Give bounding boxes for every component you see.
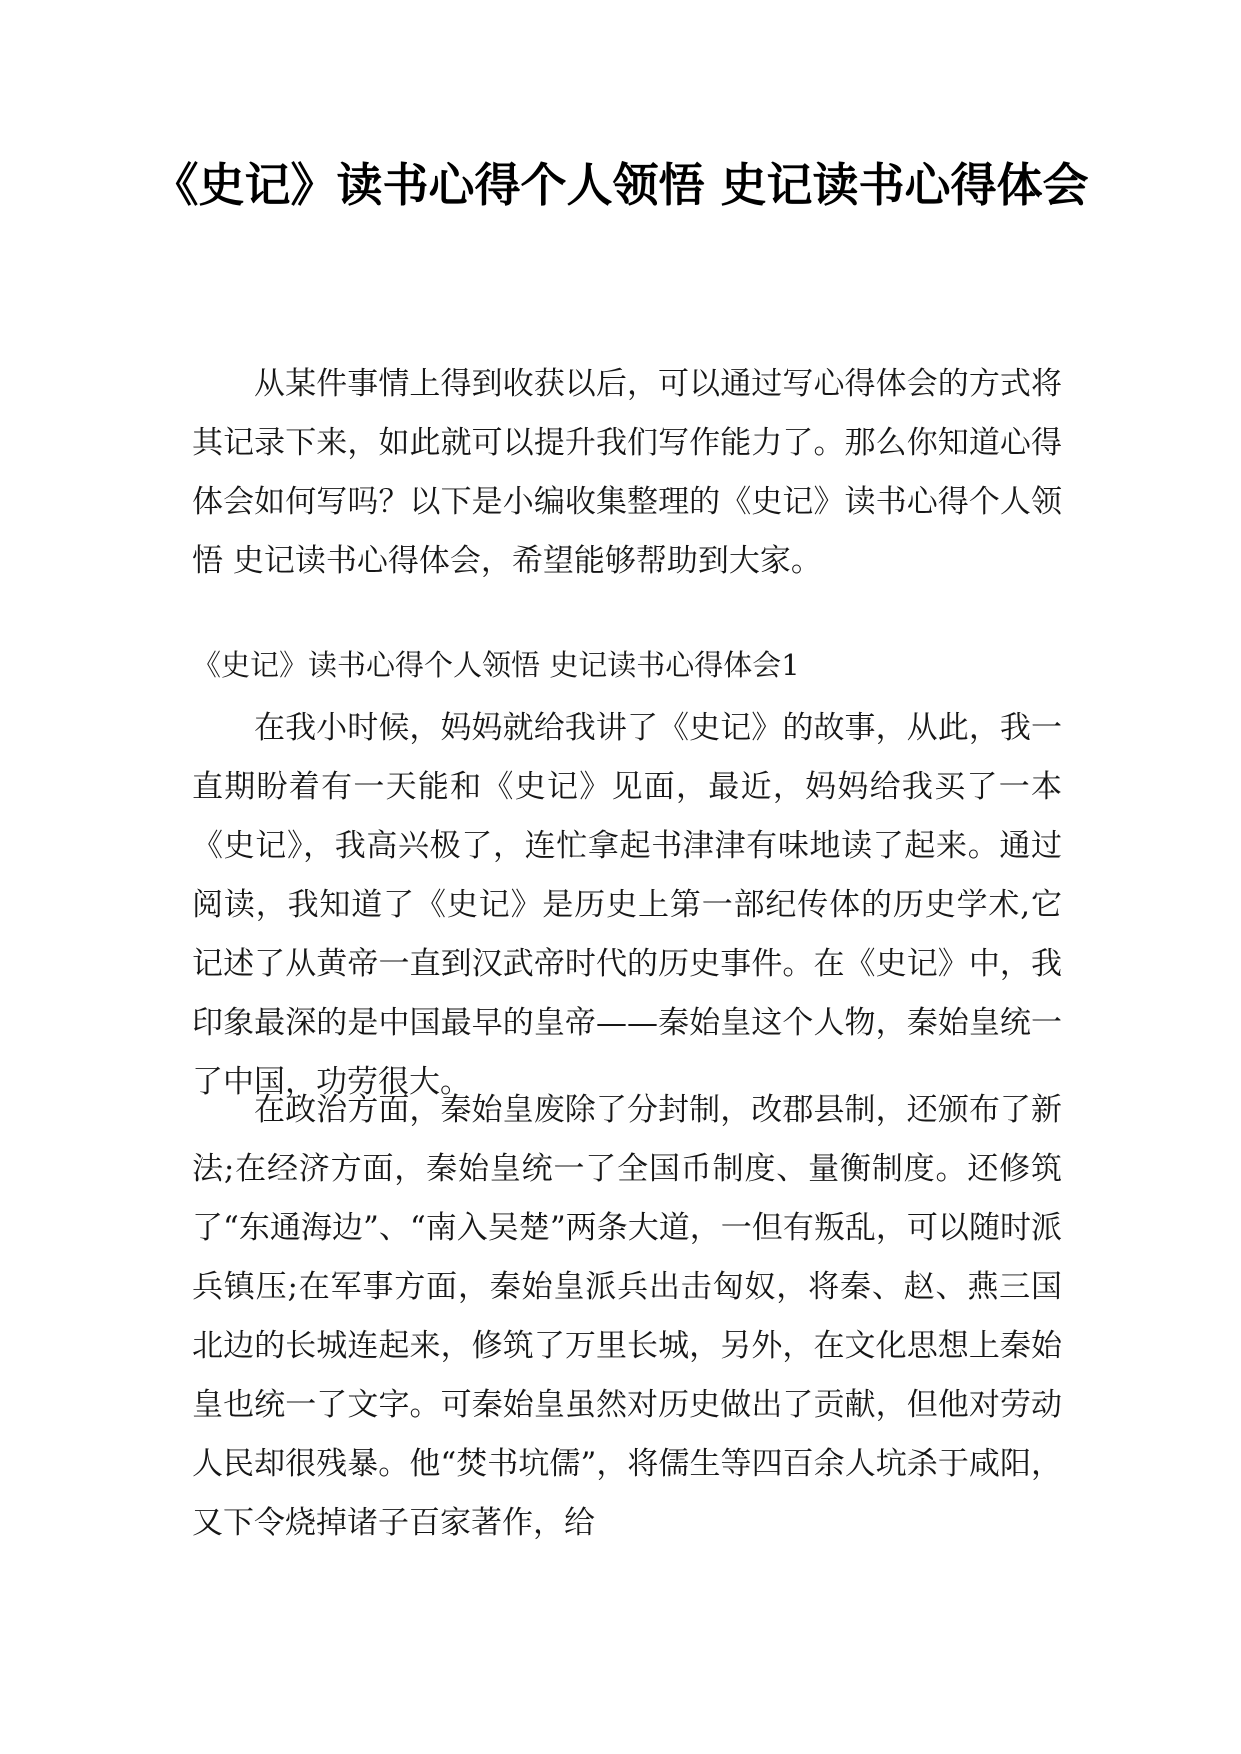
- document-title: 《史记》读书心得个人领悟 史记读书心得体会: [152, 158, 1089, 212]
- body-paragraph-1: 在我小时候，妈妈就给我讲了《史记》的故事，从此，我一直期盼着有一天能和《史记》见面，最近，妈妈给我买了一本《史记》，我高兴极了，连忙拿起书津津有味地读了起来。通过阅读，我知道了《史记》是历史上第一部纪传体的历史学术,它记述了从黄帝一直到汉武帝时代的历史事件。在《史记》中，我印象最深的是中国最早的皇帝——秦始皇这个人物，秦始皇统一了中国，功劳很大。: [192, 710, 1062, 1100]
- section-heading: 《史记》读书心得个人领悟 史记读书心得体会1: [192, 648, 800, 682]
- body-paragraph-2: 在政治方面，秦始皇废除了分封制，改郡县制，还颁布了新法;在经济方面，秦始皇统一了全国币制度、量衡制度。还修筑了“东通海边”、“南入吴楚”两条大道，一但有叛乱，可以随时派兵镇压;在军事方面，秦始皇派兵出击匈奴，将秦、赵、燕三国北边的长城连起来，修筑了万里长城，另外，在文化思想上秦始皇也统一了文字。可秦始皇虽然对历史做出了贡献，但他对劳动人民却很残暴。他“焚书坑儒”，将儒生等四百余人坑杀于咸阳，又下令烧掉诸子百家著作，给: [192, 1092, 1062, 1541]
- intro-paragraph: 从某件事情上得到收获以后，可以通过写心得体会的方式将其记录下来，如此就可以提升我们写作能力了。那么你知道心得体会如何写吗？以下是小编收集整理的《史记》读书心得个人领悟 史记读书心得体会，希望能够帮助到大家。: [192, 366, 1062, 579]
